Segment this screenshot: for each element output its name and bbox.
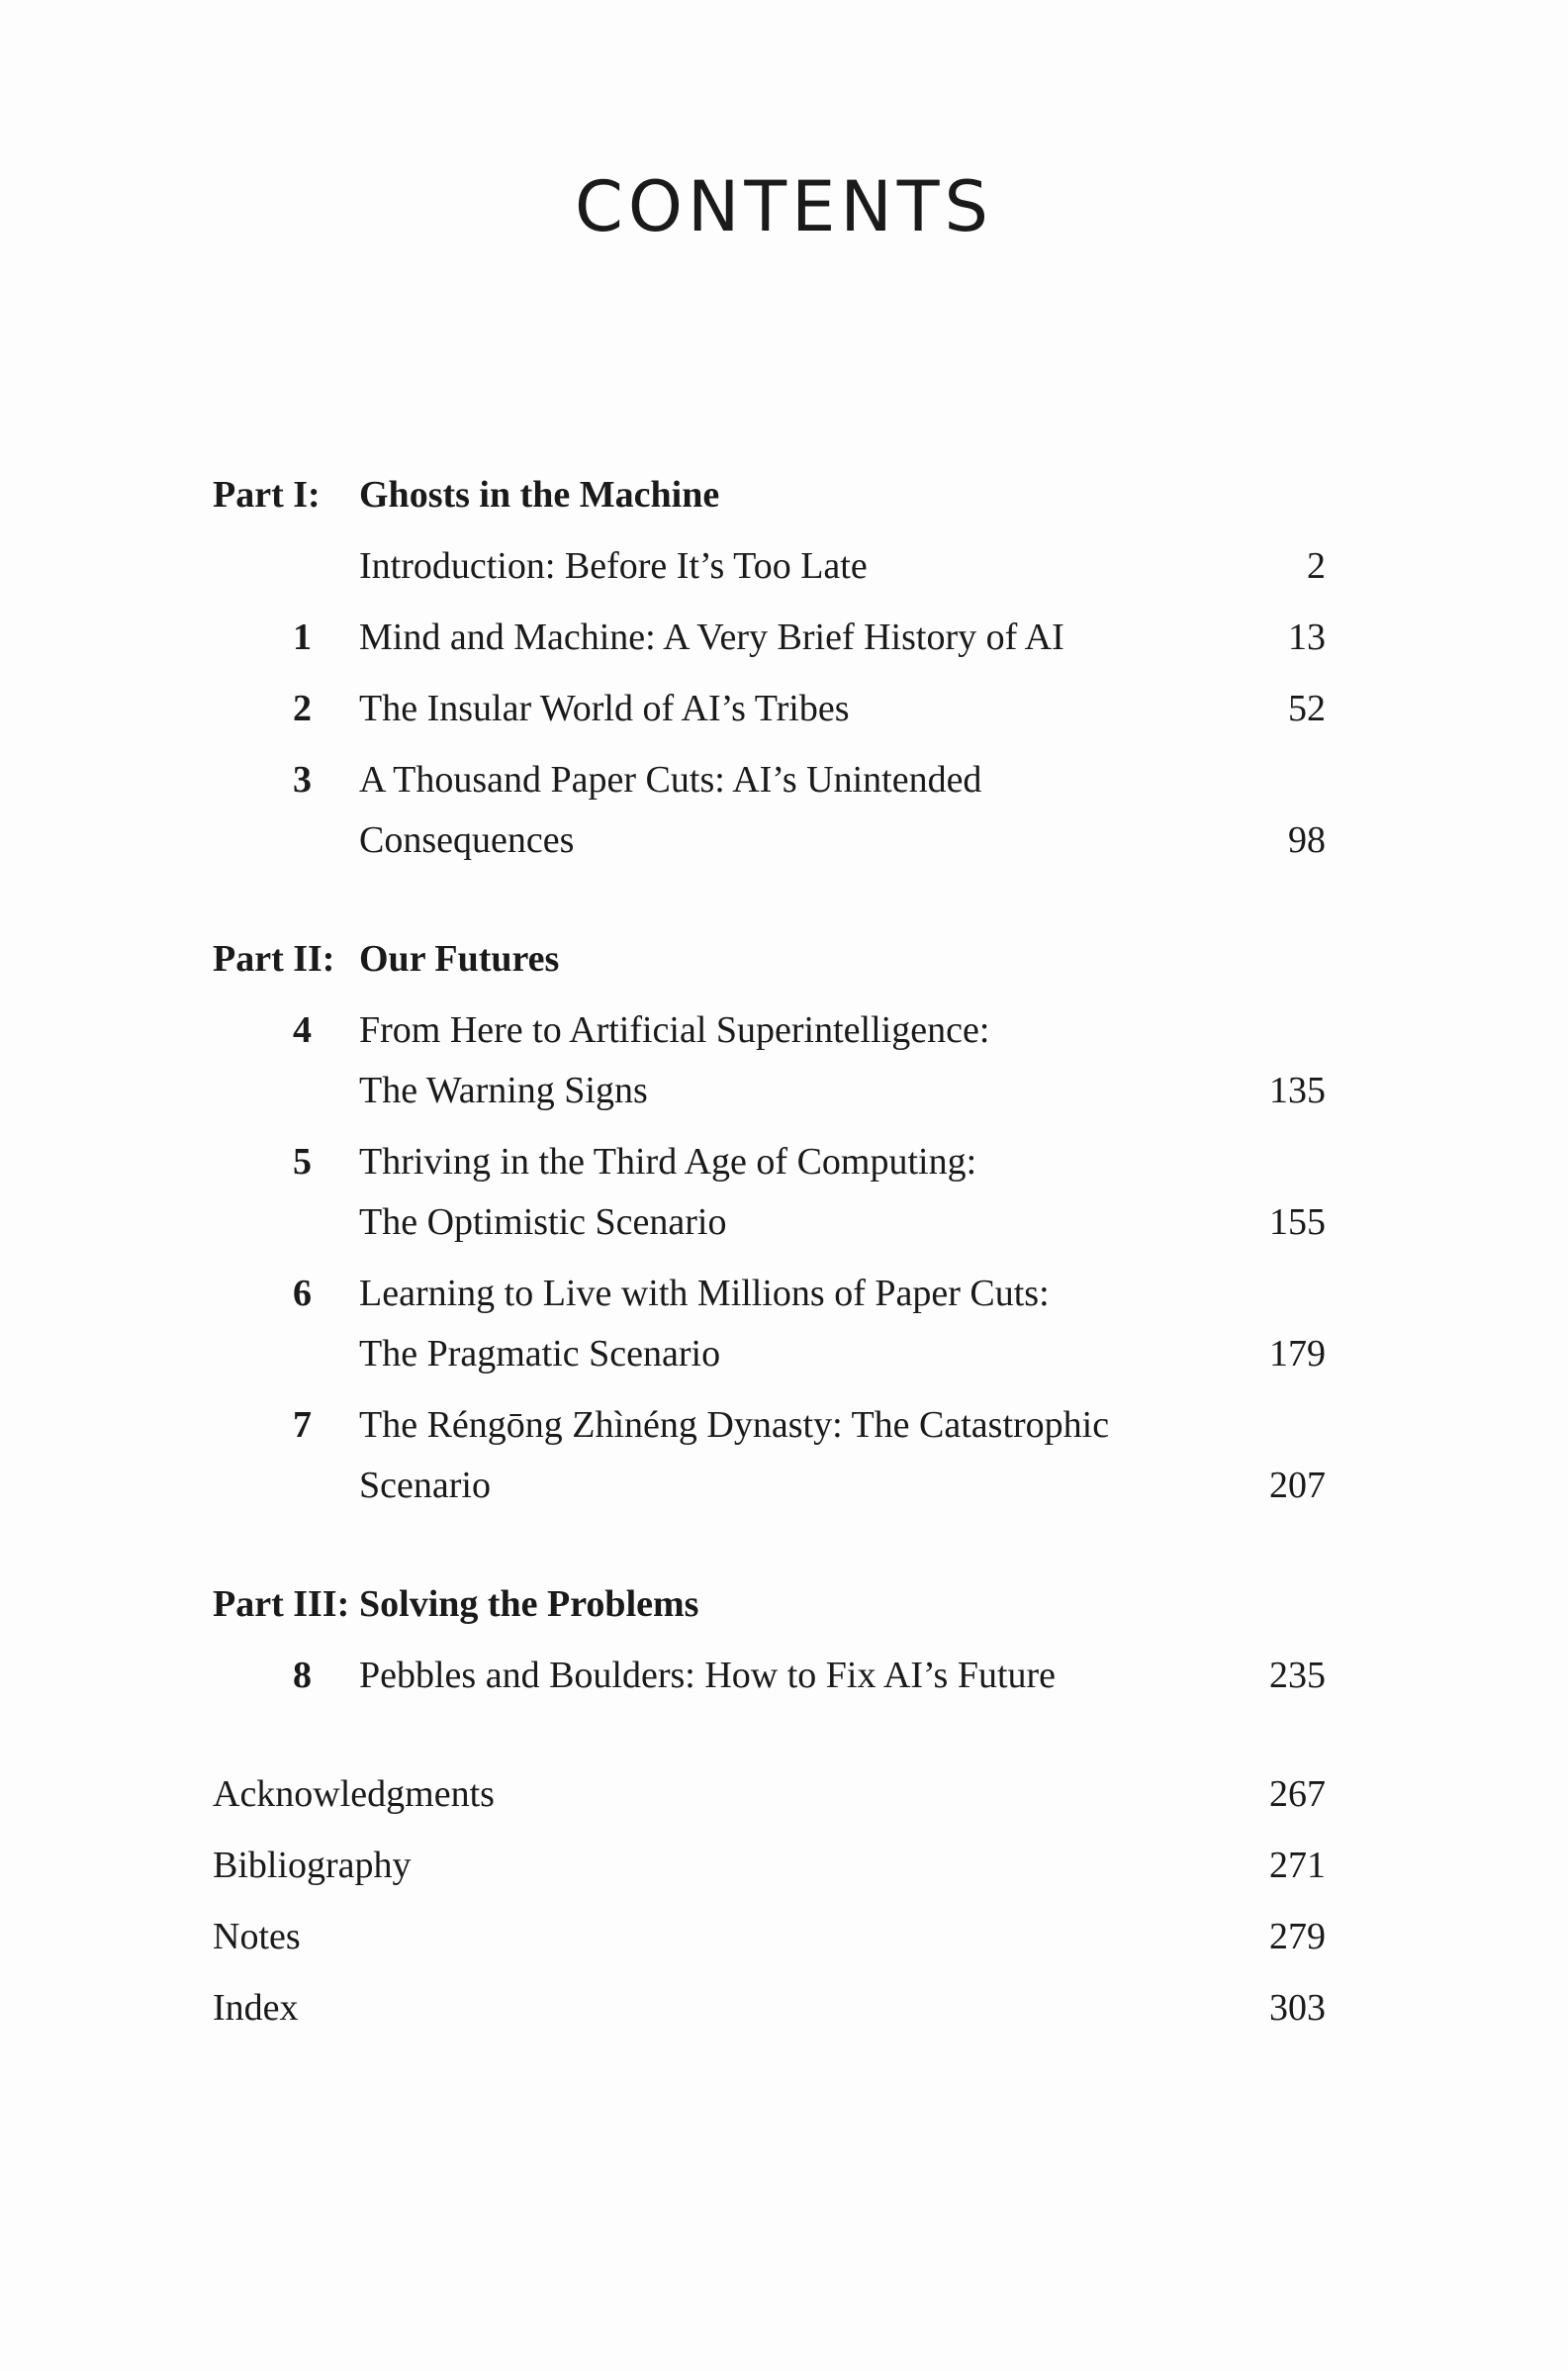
- part-label: Part I:: [213, 474, 321, 516]
- page-number: 52: [1288, 688, 1326, 729]
- toc-entry-index[interactable]: [213, 1978, 1326, 2049]
- chapter-title: Thriving in the Third Age of Computing: The Optimistic Scenario: [359, 1141, 977, 1243]
- back-matter-title: Index: [213, 1987, 299, 2029]
- part-title: Ghosts in the Machine: [359, 474, 720, 516]
- chapter-title: A Thousand Paper Cuts: AI’s Unintended Consequences: [359, 759, 982, 861]
- toc-entry-bibliography[interactable]: [213, 1836, 1326, 1907]
- part-heading-1: [213, 465, 1326, 536]
- page-number: 279: [1269, 1916, 1326, 1957]
- toc-entry-acknowledgments[interactable]: [213, 1764, 1326, 1836]
- toc-entry-chapter-4[interactable]: [213, 1000, 1326, 1132]
- toc-entry-chapter-2[interactable]: [213, 679, 1326, 750]
- chapter-number: 4: [293, 1009, 312, 1051]
- chapter-title: The Insular World of AI’s Tribes: [359, 688, 850, 729]
- page-number: 135: [1269, 1070, 1326, 1111]
- toc-entry-chapter-7[interactable]: [213, 1395, 1326, 1527]
- chapter-number: 3: [293, 759, 312, 801]
- chapter-title: Pebbles and Boulders: How to Fix AI’s Future: [359, 1655, 1057, 1696]
- page-number: 13: [1288, 616, 1326, 658]
- toc-entry-chapter-8[interactable]: [213, 1646, 1326, 1717]
- page-title: CONTENTS: [575, 166, 993, 247]
- part-heading-3: [213, 1574, 1326, 1646]
- part-label: Part II:: [213, 938, 335, 980]
- page-number: 179: [1269, 1333, 1326, 1375]
- toc-entry-chapter-3[interactable]: [213, 750, 1326, 882]
- page-number: 155: [1269, 1201, 1326, 1243]
- chapter-title: The Réngōng Zhìnéng Dynasty: The Catastrophic Scenario: [359, 1404, 1110, 1506]
- page-number: 207: [1269, 1465, 1326, 1506]
- part-title: Our Futures: [359, 938, 560, 980]
- page-number: 267: [1269, 1773, 1326, 1815]
- chapter-title: Learning to Live with Millions of Paper Cuts: The Pragmatic Scenario: [359, 1273, 1050, 1375]
- chapter-number: 8: [293, 1655, 312, 1696]
- part-heading-2: [213, 929, 1326, 1000]
- back-matter-title: Acknowledgments: [213, 1773, 495, 1815]
- chapter-number: 1: [293, 616, 312, 658]
- toc-entry-chapter-6[interactable]: [213, 1264, 1326, 1395]
- toc-entry-chapter-5[interactable]: [213, 1132, 1326, 1264]
- chapter-number: 6: [293, 1273, 312, 1314]
- table-of-contents: [213, 465, 1326, 2049]
- chapter-title: Introduction: Before It’s Too Late: [359, 545, 868, 587]
- chapter-title: From Here to Artificial Superintelligence: The Warning Signs: [359, 1009, 990, 1111]
- part-title: Solving the Problems: [359, 1583, 699, 1625]
- chapter-number: 5: [293, 1141, 312, 1183]
- chapter-title: Mind and Machine: A Very Brief History of AI: [359, 616, 1064, 658]
- page-number: 303: [1269, 1987, 1326, 2029]
- chapter-number: 7: [293, 1404, 312, 1446]
- page-number: 2: [1307, 545, 1326, 587]
- part-label: Part III:: [213, 1583, 350, 1625]
- toc-entry-introduction[interactable]: [213, 536, 1326, 608]
- page-number: 235: [1269, 1655, 1326, 1696]
- back-matter-title: Bibliography: [213, 1845, 412, 1886]
- page-number: 271: [1269, 1845, 1326, 1886]
- toc-entry-chapter-1[interactable]: [213, 608, 1326, 679]
- page-number: 98: [1288, 819, 1326, 861]
- chapter-number: 2: [293, 688, 312, 729]
- back-matter-title: Notes: [213, 1916, 301, 1957]
- toc-entry-notes[interactable]: [213, 1907, 1326, 1978]
